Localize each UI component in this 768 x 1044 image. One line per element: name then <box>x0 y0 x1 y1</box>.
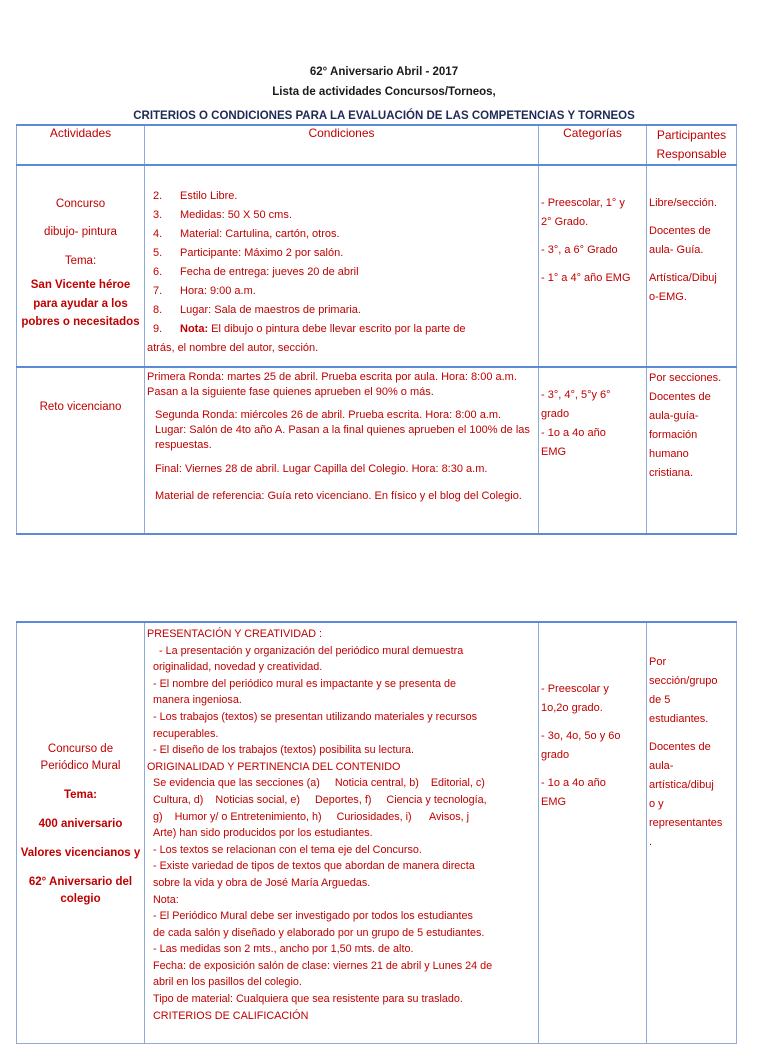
row3-cond-lines <box>145 623 538 1024</box>
list-item-number: 6. <box>153 266 163 278</box>
text-line: Fecha: de exposición salón de clase: viernes 21 de abril y Lunes 24 de <box>153 959 493 972</box>
row3-part-8: o y <box>649 798 664 810</box>
col-participantes-l1: Participantes <box>656 128 727 142</box>
col-condiciones: Condiciones <box>145 125 539 165</box>
row1-act-1: Concurso <box>55 198 106 210</box>
list-item <box>145 206 538 225</box>
row1-part-2: Docentes de <box>649 225 711 237</box>
row3-participantes <box>647 622 737 1044</box>
list-item-text: Fecha de entrega: jueves 20 de abril <box>180 266 359 278</box>
list-item-text: Hora: 9:00 a.m. <box>180 285 256 297</box>
text-line: recuperables. <box>153 727 219 740</box>
row1-part-5: o-EMG. <box>649 291 687 303</box>
row3-cat-4: grado <box>541 749 570 761</box>
row2-act: Reto vicenciano <box>39 401 122 413</box>
text-line: - Existe variedad de tipos de textos que abordan de manera directa <box>153 860 475 873</box>
row3-cat-3: - 3o, 4o, 5o y 6o <box>541 730 621 742</box>
row3-categorias <box>539 622 647 1044</box>
col-actividades: Actividades <box>17 125 145 165</box>
row3-part-9: representantes <box>649 817 723 829</box>
row1-cond9-bold: Nota: <box>180 323 209 335</box>
list-item-text: Material: Cartulina, cartón, otros. <box>180 228 340 240</box>
row1-act-2: dibujo- pintura <box>44 226 117 238</box>
row3-act-7: colegio <box>60 893 101 905</box>
row2-part-3: aula-guía- <box>649 410 699 422</box>
row3-actividad <box>17 622 145 1044</box>
row1-cat-3: - 3°, a 6° Grado <box>541 244 618 256</box>
text-line: Tipo de material: Cualquiera que sea resistente para su traslado. <box>153 993 463 1006</box>
row2-cat-2: grado <box>541 408 570 420</box>
row1-part-3: aula- Guía. <box>649 244 704 256</box>
list-item-number: 7. <box>153 285 163 297</box>
text-line: - Las medidas son 2 mts., ancho por 1,50 mts. de alto. <box>153 943 414 956</box>
row2-part-1: Por secciones. <box>649 372 722 384</box>
table-row <box>17 622 737 1044</box>
text-line: - El diseño de los trabajos (textos) posibilita su lectura. <box>153 744 415 757</box>
table-row <box>17 165 737 367</box>
row1-cat-1: - Preescolar, 1° y <box>541 197 625 209</box>
row2-part-2: Docentes de <box>649 391 711 403</box>
row3-part-10: . <box>649 836 653 848</box>
row2-part-6: cristiana. <box>649 467 694 479</box>
text-line: originalidad, novedad y creatividad. <box>153 661 323 674</box>
criteria-table-2 <box>16 621 737 1044</box>
text-line: Se evidencia que las secciones (a) Noticia central, b) Editorial, c) <box>153 777 485 790</box>
row2-cat-3: - 1o a 4o año <box>541 427 606 439</box>
row3-act-6: 62° Aniversario del <box>28 876 133 888</box>
list-item <box>145 263 538 282</box>
row3-cat-5: - 1o a 4o año <box>541 777 606 789</box>
row1-actividad <box>17 165 145 367</box>
row3-cat-1: - Preescolar y <box>541 683 609 695</box>
row1-act-3: Tema: <box>64 255 97 267</box>
list-item <box>145 282 538 301</box>
row1-cond9-num: 9. <box>153 323 163 335</box>
list-item-number: 2. <box>153 190 163 202</box>
row2-cond-1: Primera Ronda: martes 25 de abril. Prueba escrita por aula. Hora: 8:00 a.m. Pasan a la siguiente fase quienes aprueben el 90% o más. <box>147 371 517 398</box>
row2-part-5: humano <box>649 448 689 460</box>
list-item-number: 4. <box>153 228 163 240</box>
text-line: - La presentación y organización del periódico mural demuestra <box>153 644 464 657</box>
row2-actividad <box>17 367 145 534</box>
text-line: abril en los pasillos del colegio. <box>153 976 302 989</box>
text-line: manera ingeniosa. <box>153 694 242 707</box>
row2-cond-2: Segunda Ronda: miércoles 26 de abril. Prueba escrita. Hora: 8:00 a.m. <box>155 409 502 421</box>
text-line: Cultura, d) Noticias social, e) Deportes, f) Ciencia y tecnología, <box>153 793 487 806</box>
list-item-number: 5. <box>153 247 163 259</box>
row1-act-6: pobres o necesitados <box>21 316 140 328</box>
row1-cond9-cont: atrás, el nombre del autor, sección. <box>147 342 319 354</box>
row1-cat-4: - 1° a 4° año EMG <box>541 272 631 284</box>
list-item <box>145 244 538 263</box>
row1-condiciones <box>145 165 539 367</box>
row2-participantes <box>647 367 737 534</box>
text-line: - El Periódico Mural debe ser investigado por todos los estudiantes <box>153 910 473 923</box>
row3-act-1: Concurso de <box>47 743 114 755</box>
list-item-text: Medidas: 50 X 50 cms. <box>180 209 292 221</box>
list-item-text: Participante: Máximo 2 por salón. <box>180 247 344 259</box>
row3-cat-6: EMG <box>541 796 567 808</box>
text-line: - Los trabajos (textos) se presentan utilizando materiales y recursos <box>153 710 478 723</box>
row1-part-1: Libre/sección. <box>649 197 717 209</box>
row2-part-4: formación <box>649 429 698 441</box>
row1-participantes <box>647 165 737 367</box>
text-line: CRITERIOS DE CALIFICACIÓN <box>153 1009 309 1022</box>
list-item <box>145 225 538 244</box>
text-line: de cada salón y diseñado y elaborado por un grupo de 5 estudiantes. <box>153 926 485 939</box>
row2-cond-4: Final: Viernes 28 de abril. Lugar Capilla del Colegio. Hora: 8:30 a.m. <box>155 463 488 475</box>
row3-part-2: sección/grupo <box>649 675 718 687</box>
row2-cat-1: - 3°, 4°, 5°y 6° <box>541 389 611 401</box>
table-header-row <box>17 125 737 165</box>
list-item-number: 3. <box>153 209 163 221</box>
list-item <box>145 187 538 206</box>
col-participantes-l2: Responsable <box>656 147 727 161</box>
text-line: PRESENTACIÓN Y CREATIVIDAD : <box>147 628 322 640</box>
row3-part-6: aula- <box>649 760 674 772</box>
row2-cond-3: Lugar: Salón de 4to año A. Pasan a la final quienes aprueben el 100% de las respuestas. <box>155 424 530 451</box>
col-participantes <box>647 125 737 165</box>
list-item-text: Lugar: Sala de maestros de primaria. <box>180 304 361 316</box>
row3-act-4: 400 aniversario <box>38 818 123 830</box>
row2-cond-5: Material de referencia: Guía reto vicenciano. En físico y el blog del Colegio. <box>155 490 522 502</box>
row2-categorias <box>539 367 647 534</box>
row3-condiciones <box>145 622 539 1044</box>
row1-cond-list <box>145 187 538 320</box>
row3-part-5: Docentes de <box>649 741 711 753</box>
row3-act-5: Valores vicencianos y <box>20 847 141 859</box>
row3-part-4: estudiantes. <box>649 713 709 725</box>
text-line: sobre la vida y obra de José María Arguedas. <box>153 876 371 889</box>
text-line: - Los textos se relacionan con el tema eje del Concurso. <box>153 843 422 856</box>
row3-part-1: Por <box>649 656 667 668</box>
text-line: Arte) han sido producidos por los estudiantes. <box>153 827 373 840</box>
row3-part-7: artística/dibuj <box>649 779 714 791</box>
row2-condiciones <box>145 367 539 534</box>
row3-act-3: Tema: <box>63 789 98 801</box>
row3-act-2: Periódico Mural <box>40 760 121 772</box>
col-categorias: Categorías <box>539 125 647 165</box>
row1-cond9-rest: El dibujo o pintura debe llevar escrito por la parte de <box>208 323 466 335</box>
row1-act-4: San Vicente héroe <box>30 279 131 291</box>
text-line: - El nombre del periódico mural es impactante y se presenta de <box>153 677 457 690</box>
row3-cat-2: 1o,2o grado. <box>541 702 603 714</box>
text-line: g) Humor y/ o Entretenimiento, h) Curiosidades, i) Avisos, j <box>153 810 470 823</box>
row1-cat-2: 2° Grado. <box>541 216 589 228</box>
row3-part-3: de 5 <box>649 694 671 706</box>
table-row <box>17 367 737 534</box>
row2-cat-4: EMG <box>541 446 567 458</box>
row1-cond-note <box>145 320 538 339</box>
list-item-number: 8. <box>153 304 163 316</box>
row1-categorias <box>539 165 647 367</box>
list-item-text: Estilo Libre. <box>180 190 238 202</box>
doc-title: 62° Aniversario Abril - 2017 <box>309 66 459 78</box>
criteria-table-1 <box>16 124 737 535</box>
doc-heading: CRITERIOS O CONDICIONES PARA LA EVALUACIÓN DE LAS COMPETENCIAS Y TORNEOS <box>133 110 635 122</box>
text-line: ORIGINALIDAD Y PERTINENCIA DEL CONTENIDO <box>147 760 401 773</box>
row1-act-5: para ayudar a los <box>33 298 128 310</box>
doc-subtitle: Lista de actividades Concursos/Torneos, <box>272 86 496 98</box>
row1-part-4: Artística/Dibuj <box>649 272 717 284</box>
list-item <box>145 301 538 320</box>
text-line: Nota: <box>153 893 179 906</box>
